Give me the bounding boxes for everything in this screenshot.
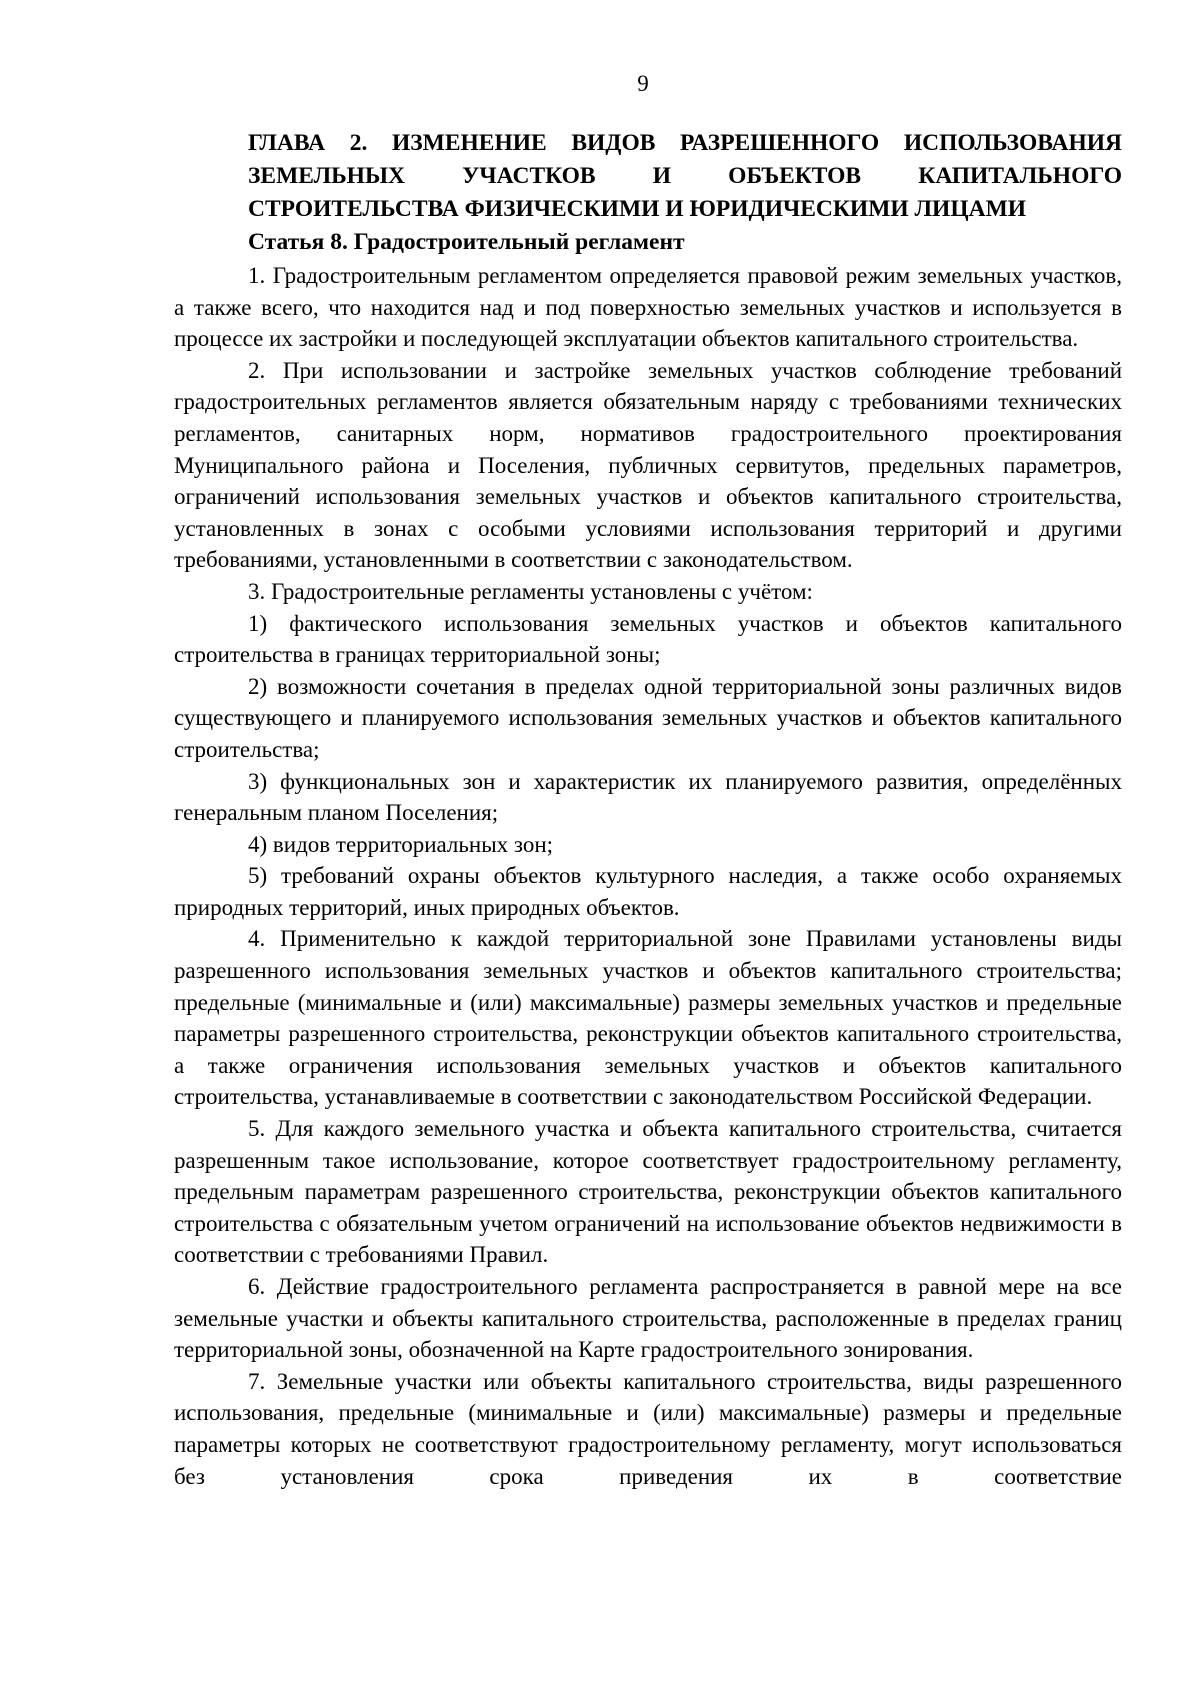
paragraph-5: 5. Для каждого земельного участка и объекта капитального строительства, считается разрешенным такое использование, которое соответствует градостроительному регламенту, предельным параметрам разрешенного строительства, реконструкции объектов капитального строительства с обязательным учетом ограничений на использование объектов недвижимости в соответствии с требованиями Правил. <box>174 1116 1122 1268</box>
list-item-1: 1) фактического использования земельных участков и объектов капитального строительства в границах территориальной зоны; <box>174 610 1122 668</box>
paragraph-2: 2. При использовании и застройке земельных участков соблюдение требований градостроительных регламентов является обязательным наряду с требованиями технических регламентов, санитарных норм, нормативов градостроительного проектирования Муниципального района и Поселения, публичных сервитутов, предельных параметров, ограничений использования земельных участков и объектов капитального строительства, установленных в зонах с особыми условиями использования территорий и другими требованиями, установленными в соответствии с законодательством. <box>174 357 1122 573</box>
page-number: 9 <box>637 71 649 96</box>
article-title: Статья 8. Градостроительный регламент <box>248 229 685 255</box>
chapter-title: ГЛАВА 2. ИЗМЕНЕНИЕ ВИДОВ РАЗРЕШЕННОГО ИСПОЛЬЗОВАНИЯ ЗЕМЕЛЬНЫХ УЧАСТКОВ И ОБЪЕКТОВ КАПИТАЛЬНОГО СТРОИТЕЛЬСТВА ФИЗИЧЕСКИМИ И ЮРИДИЧЕСКИМИ ЛИЦАМИ <box>248 130 1122 222</box>
paragraph-4: 4. Применительно к каждой территориальной зоне Правилами установлены виды разрешенного использования земельных участков и объектов капитального строительства; предельные (минимальные и (или) максимальные) размеры земельных участков и предельные параметры разрешенного строительства, реконструкции объектов капитального строительства, а также ограничения использования земельных участков и объектов капитального строительства, устанавливаемые в соответствии с законодательством Российской Федерации. <box>174 926 1122 1110</box>
paragraph-7: 7. Земельные участки или объекты капитального строительства, виды разрешенного использования, предельные (минимальные и (или) максимальные) размеры и предельные параметры которых не соответствуют градостроительному регламенту, могут использоваться без установления срока приведения их в соответствие <box>174 1368 1122 1489</box>
list-item-2: 2) возможности сочетания в пределах одной территориальной зоны различных видов существующего и планируемого использования земельных участков и объектов капитального строительства; <box>174 673 1122 762</box>
list-item-5: 5) требований охраны объектов культурного наследия, а также особо охраняемых природных территорий, иных природных объектов. <box>174 863 1122 920</box>
list-item-4: 4) видов территориальных зон; <box>248 831 554 857</box>
paragraph-1: 1. Градостроительным регламентом определяется правовой режим земельных участков, а также всего, что находится над и под поверхностью земельных участков и используется в процессе их застройки и последующей эксплуатации объектов капитального строительства. <box>174 263 1122 352</box>
paragraph-6: 6. Действие градостроительного регламента распространяется в равной мере на все земельные участки и объекты капитального строительства, расположенные в пределах границ территориальной зоны, обозначенной на Карте градостроительного зонирования. <box>174 1274 1122 1363</box>
paragraph-3: 3. Градостроительные регламенты установлены с учётом: <box>248 578 813 604</box>
list-item-3: 3) функциональных зон и характеристик их планируемого развития, определённых генеральным планом Поселения; <box>174 768 1122 826</box>
article-body <box>174 260 1122 1492</box>
